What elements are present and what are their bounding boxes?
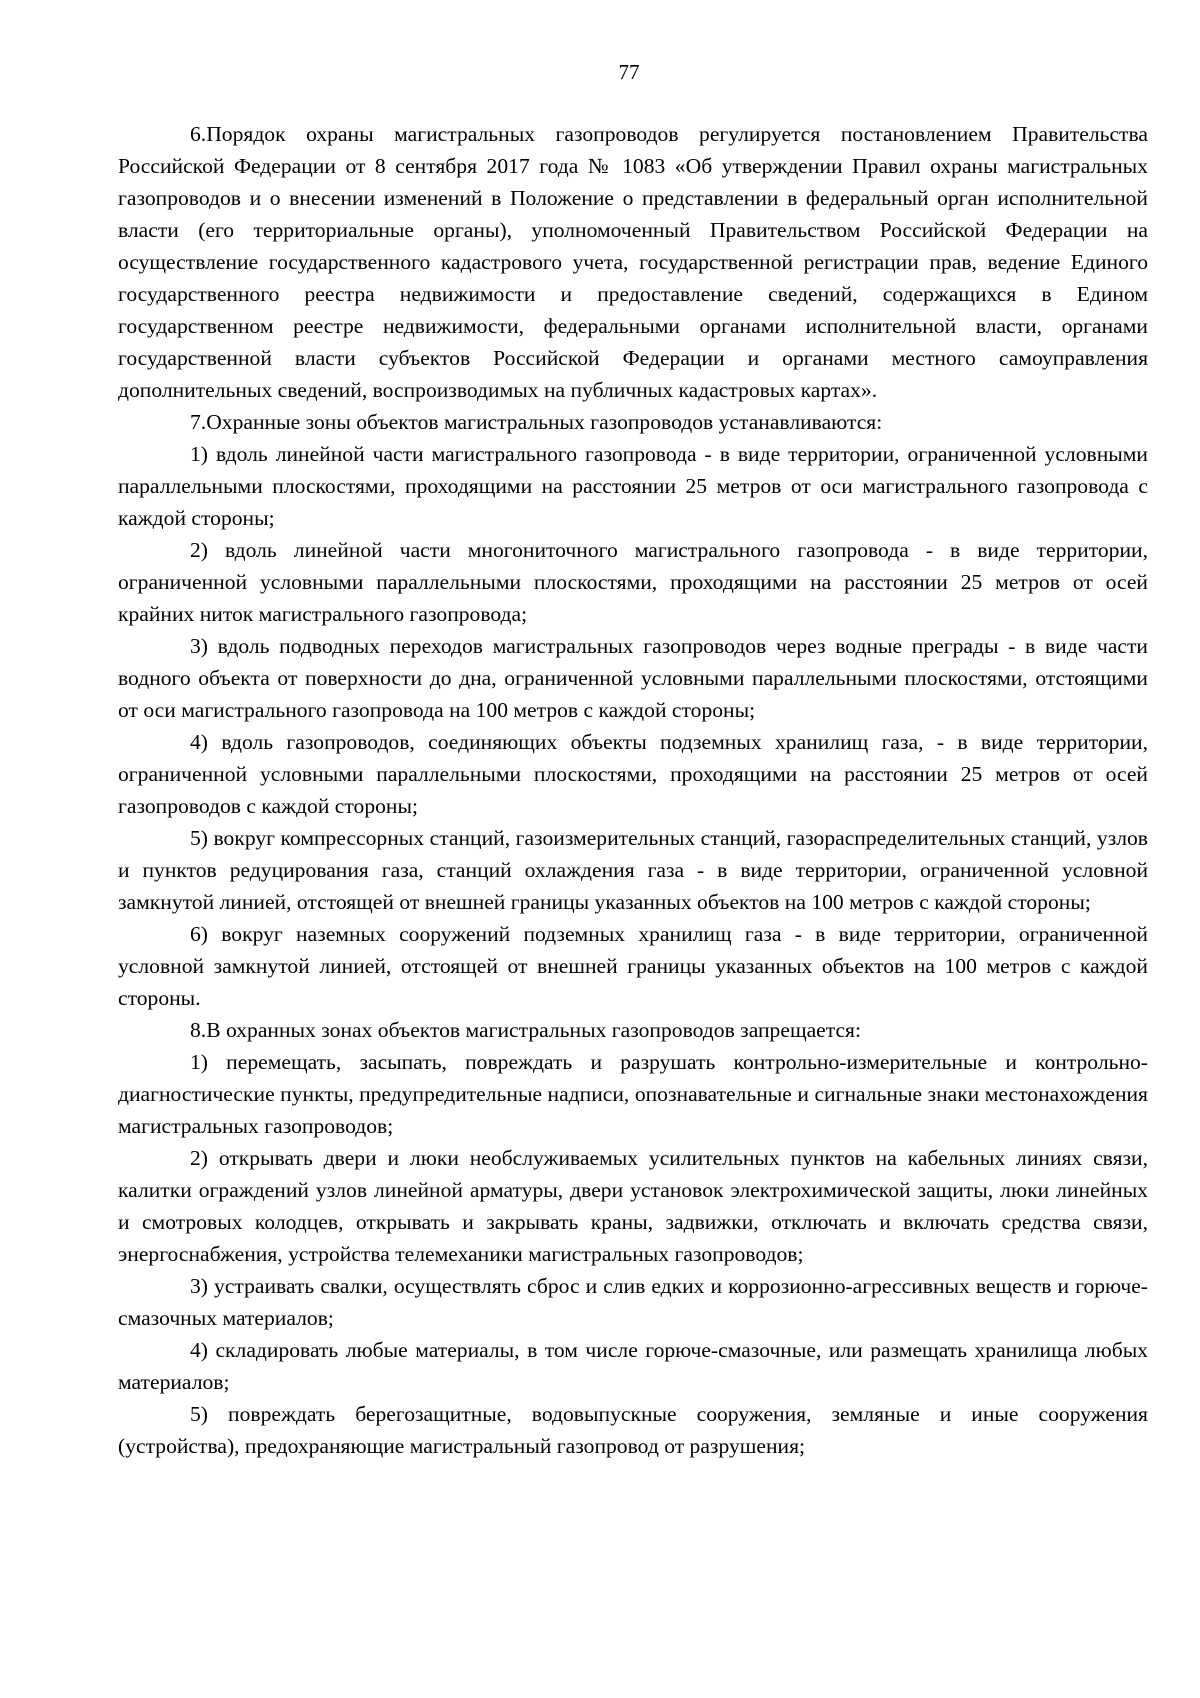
page-number: 77	[618, 60, 640, 84]
paragraph-7: 7.Охранные зоны объектов магистральных газопроводов устанавливаются:	[190, 410, 883, 434]
list-item-7-6: 6) вокруг наземных сооружений подземных хранилищ газа - в виде территории, ограниченной условной замкнутой линией, отстоящей от внешней границы указанных объектов на 100 метров с каждой стороны.	[118, 922, 1148, 1010]
list-item-7-1: 1) вдоль линейной части магистрального газопровода - в виде территории, ограниченной условными параллельными плоскостями, проходящими на расстоянии 25 метров от оси магистрального газопровода с каждой стороны;	[118, 442, 1148, 530]
list-item-8-5: 5) повреждать берегозащитные, водовыпускные сооружения, земляные и иные сооружения (устройства), предохраняющие магистральный газопровод от разрушения;	[118, 1402, 1148, 1458]
list-item-8-3: 3) устраивать свалки, осуществлять сброс и слив едких и коррозионно-агрессивных веществ и горюче-смазочных материалов;	[118, 1274, 1148, 1330]
list-item-7-3: 3) вдоль подводных переходов магистральных газопроводов через водные преграды - в виде части водного объекта от поверхности до дна, ограниченной условными параллельными плоскостями, отстоящими от оси магистрального газопровода на 100 метров с каждой стороны;	[118, 634, 1148, 722]
list-item-8-2: 2) открывать двери и люки необслуживаемых усилительных пунктов на кабельных линиях связи, калитки ограждений узлов линейной арматуры, двери установок электрохимической защиты, люки линейных и смотровых колодцев, открывать и закрывать краны, задвижки, отключать и включать средства связи, энергоснабжения, устройства телемеханики магистральных газопроводов;	[118, 1146, 1148, 1266]
list-item-7-2: 2) вдоль линейной части многониточного магистрального газопровода - в виде территории, ограниченной условными параллельными плоскостями, проходящими на расстоянии 25 метров от осей крайних ниток магистрального газопровода;	[118, 538, 1148, 626]
paragraph-6: 6.Порядок охраны магистральных газопроводов регулируется постановлением Правительства Российской Федерации от 8 сентября 2017 года № 1083 «Об утверждении Правил охраны магистральных газопроводов и о внесении изменений в Положение о представлении в федеральный орган исполнительной власти (его территориальные органы), уполномоченный Правительством Российской Федерации на осуществление государственного кадастрового учета, государственной регистрации прав, ведение Единого государственного реестра недвижимости и предоставление сведений, содержащихся в Едином государственном реестре недвижимости, федеральными органами исполнительной власти, органами государственной власти субъектов Российской Федерации и органами местного самоуправления дополнительных сведений, воспроизводимых на публичных кадастровых картах».	[118, 122, 1148, 402]
list-item-7-5: 5) вокруг компрессорных станций, газоизмерительных станций, газораспределительных станций, узлов и пунктов редуцирования газа, станций охлаждения газа - в виде территории, ограниченной условной замкнутой линией, отстоящей от внешней границы указанных объектов на 100 метров с каждой стороны;	[118, 826, 1148, 914]
list-item-8-4: 4) складировать любые материалы, в том числе горюче-смазочные, или размещать хранилища любых материалов;	[118, 1338, 1148, 1394]
list-item-7-4: 4) вдоль газопроводов, соединяющих объекты подземных хранилищ газа, - в виде территории, ограниченной условными параллельными плоскостями, проходящими на расстоянии 25 метров от осей газопроводов с каждой стороны;	[118, 730, 1148, 818]
document-body	[118, 118, 1148, 1462]
paragraph-8: 8.В охранных зонах объектов магистральных газопроводов запрещается:	[190, 1018, 861, 1042]
list-item-8-1: 1) перемещать, засыпать, повреждать и разрушать контрольно-измерительные и контрольно-диагностические пункты, предупредительные надписи, опознавательные и сигнальные знаки местонахождения магистральных газопроводов;	[118, 1050, 1148, 1138]
